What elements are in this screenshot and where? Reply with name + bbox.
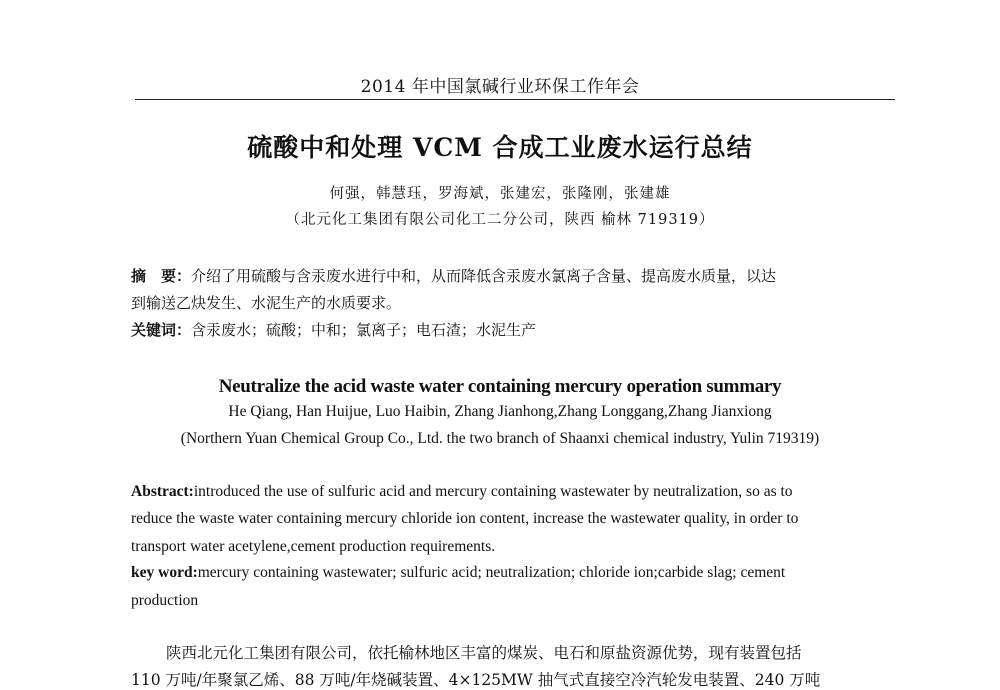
english-affiliation: (Northern Yuan Chemical Group Co., Ltd. the two branch of Shaanxi chemical industry, Yulin 719319) <box>180 430 820 447</box>
chinese-abstract-label: 摘 要： <box>131 267 192 285</box>
english-abstract-line-2: reduce the waste water containing mercury chloride ion content, increase the wastewater quality, in order to <box>131 510 799 527</box>
english-abstract-line-1 <box>131 482 901 502</box>
header-rule <box>135 99 895 100</box>
english-keywords-line-1 <box>131 563 901 583</box>
chinese-keywords <box>131 320 891 340</box>
body-paragraph-line-2: 110 万吨/年聚氯乙烯、88 万吨/年烧碱装置、4×125MW 抽气式直接空冷汽轮发电装置、240 万吨 <box>131 671 821 689</box>
body-paragraph-line-1: 陕西北元化工集团有限公司，依托榆林地区丰富的煤炭、电石和原盐资源优势，现有装置包括 <box>166 644 802 662</box>
chinese-abstract-line-1 <box>131 266 891 286</box>
running-header: 2014 年中国氯碱行业环保工作年会 <box>360 77 640 97</box>
chinese-abstract-line-2: 到输送乙炔发生、水泥生产的水质要求。 <box>131 294 402 312</box>
english-title: Neutralize the acid waste water containing mercury operation summary <box>218 376 782 397</box>
english-abstract-label: Abstract: <box>131 483 194 500</box>
chinese-affiliation: （北元化工集团有限公司化工二分公司，陕西 榆林 719319） <box>285 212 715 228</box>
english-keywords-text-1: mercury containing wastewater; sulfuric acid; neutralization; chloride ion;carbide slag; cement <box>197 564 786 581</box>
chinese-title: 硫酸中和处理 VCM 合成工业废水运行总结 <box>247 133 753 162</box>
english-authors: He Qiang, Han Huijue, Luo Haibin, Zhang Jianhong,Zhang Longgang,Zhang Jianxiong <box>228 403 772 420</box>
chinese-authors: 何强，韩慧珏，罗海斌，张建宏，张隆刚，张建雄 <box>329 186 671 202</box>
chinese-abstract-text-1: 介绍了用硫酸与含汞废水进行中和，从而降低含汞废水氯离子含量、提高废水质量，以达 <box>191 267 777 285</box>
chinese-keywords-label: 关键词： <box>131 321 192 339</box>
english-abstract-text-1: introduced the use of sulfuric acid and mercury containing wastewater by neutralization, so as to <box>193 483 793 500</box>
chinese-keywords-text: 含汞废水；硫酸；中和；氯离子；电石渣；水泥生产 <box>191 321 537 339</box>
english-keywords-line-2: production <box>131 592 199 609</box>
english-keywords-label: key word: <box>131 564 198 581</box>
english-abstract-line-3: transport water acetylene,cement production requirements. <box>131 538 496 555</box>
